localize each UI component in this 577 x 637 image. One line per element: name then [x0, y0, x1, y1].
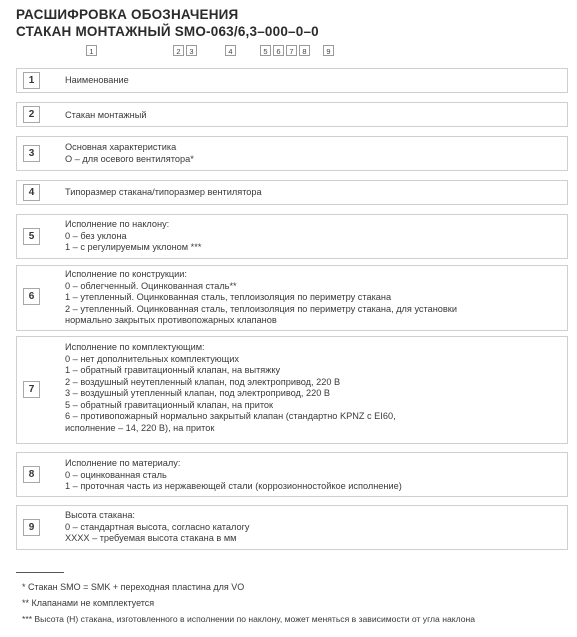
designation-row-6: [16, 265, 568, 331]
row-line: 0 – без уклона: [65, 230, 127, 241]
row-text: [65, 342, 561, 434]
row-text: [65, 75, 561, 87]
row-number-badge: 3: [23, 145, 40, 162]
position-marker: 1: [86, 45, 97, 56]
row-line: 2 – воздушный неутепленный клапан, под электропривод, 220 В: [65, 376, 341, 387]
document-title: [16, 6, 319, 40]
designation-row-4: [16, 180, 568, 205]
title-line-2: СТАКАН МОНТАЖНЫЙ SMO-063/6,3–000–0–0: [16, 24, 319, 39]
row-number-badge: 1: [23, 72, 40, 89]
row-line: 1 – утепленный. Оцинкованная сталь, теплоизоляция по периметру стакана: [65, 292, 392, 302]
position-marker: 2: [173, 45, 184, 56]
row-line: Высота стакана:: [65, 510, 135, 520]
row-line: Исполнение по материалу:: [65, 458, 181, 468]
designation-row-3: [16, 136, 568, 171]
designation-row-9: [16, 505, 568, 550]
row-text: [65, 510, 561, 545]
row-line: 0 – стандартная высота, согласно каталогу: [65, 521, 250, 532]
row-line: Основная характеристика: [65, 142, 177, 152]
row-number-badge: 7: [23, 381, 40, 398]
row-text: [65, 458, 561, 493]
row-number-badge: 9: [23, 519, 40, 536]
row-line: 1 – проточная часть из нержавеющей стали (коррозионностойкое исполнение): [65, 481, 402, 491]
row-line: 3 – воздушный утепленный клапан, под электропривод, 220 В: [65, 388, 331, 398]
row-text: [65, 269, 561, 327]
footnote-divider: [16, 572, 64, 573]
row-number-badge: 8: [23, 466, 40, 483]
designation-row-2: [16, 102, 568, 127]
row-line: Наименование: [65, 75, 129, 85]
position-marker: 3: [186, 45, 197, 56]
row-line: 0 – облегченный. Оцинкованная сталь**: [65, 280, 237, 291]
row-text: [65, 110, 561, 122]
row-line: Типоразмер стакана/типоразмер вентилятора: [65, 187, 262, 197]
row-line: исполнение – 14, 220 В), на приток: [65, 422, 215, 433]
row-line: 2 – утепленный. Оцинкованная сталь, теплоизоляция по периметру стакана, для установки: [65, 303, 457, 314]
row-number-badge: 6: [23, 288, 40, 305]
row-line: 0 – нет дополнительных комплектующих: [65, 353, 239, 364]
position-marker: 7: [286, 45, 297, 56]
row-line: 1 – с регулируемым уклоном ***: [65, 242, 202, 252]
position-marker: 6: [273, 45, 284, 56]
designation-row-5: [16, 214, 568, 259]
title-line-1: РАСШИФРОВКА ОБОЗНАЧЕНИЯ: [16, 7, 239, 22]
row-line: 6 – противопожарный нормально закрытый клапан (стандартно KPNZ с EI60,: [65, 411, 396, 421]
row-line: XXXX – требуемая высота стакана в мм: [65, 533, 237, 543]
row-text: [65, 142, 561, 165]
row-line: Исполнение по комплектующим:: [65, 342, 205, 352]
designation-row-7: [16, 336, 568, 444]
designation-row-1: [16, 68, 568, 93]
position-marker: 9: [323, 45, 334, 56]
row-number-badge: 4: [23, 184, 40, 201]
designation-row-8: [16, 452, 568, 497]
row-text: [65, 187, 561, 199]
row-number-badge: 5: [23, 228, 40, 245]
row-number-badge: 2: [23, 106, 40, 123]
row-line: Стакан монтажный: [65, 110, 147, 120]
row-line: Исполнение по наклону:: [65, 219, 170, 229]
position-marker: 5: [260, 45, 271, 56]
row-line: нормально закрытых противопожарных клапанов: [65, 315, 277, 325]
row-line: Исполнение по конструкции:: [65, 269, 187, 279]
footnote-1: * Стакан SMO = SMK + переходная пластина для VO: [22, 582, 245, 592]
row-line: 0 – оцинкованная сталь: [65, 469, 167, 480]
footnote-2: ** Клапанами не комплектуется: [22, 598, 155, 608]
position-marker: 8: [299, 45, 310, 56]
row-line: 5 – обратный гравитационный клапан, на приток: [65, 399, 274, 410]
row-line: О – для осевого вентилятора*: [65, 153, 194, 164]
row-line: 1 – обратный гравитационный клапан, на вытяжку: [65, 365, 281, 375]
row-text: [65, 219, 561, 254]
position-marker-row: [0, 45, 577, 57]
footnote-3: *** Высота (Н) стакана, изготовленного в исполнении по наклону, может меняться в зависимости от угла наклона: [22, 614, 476, 624]
position-marker: 4: [225, 45, 236, 56]
